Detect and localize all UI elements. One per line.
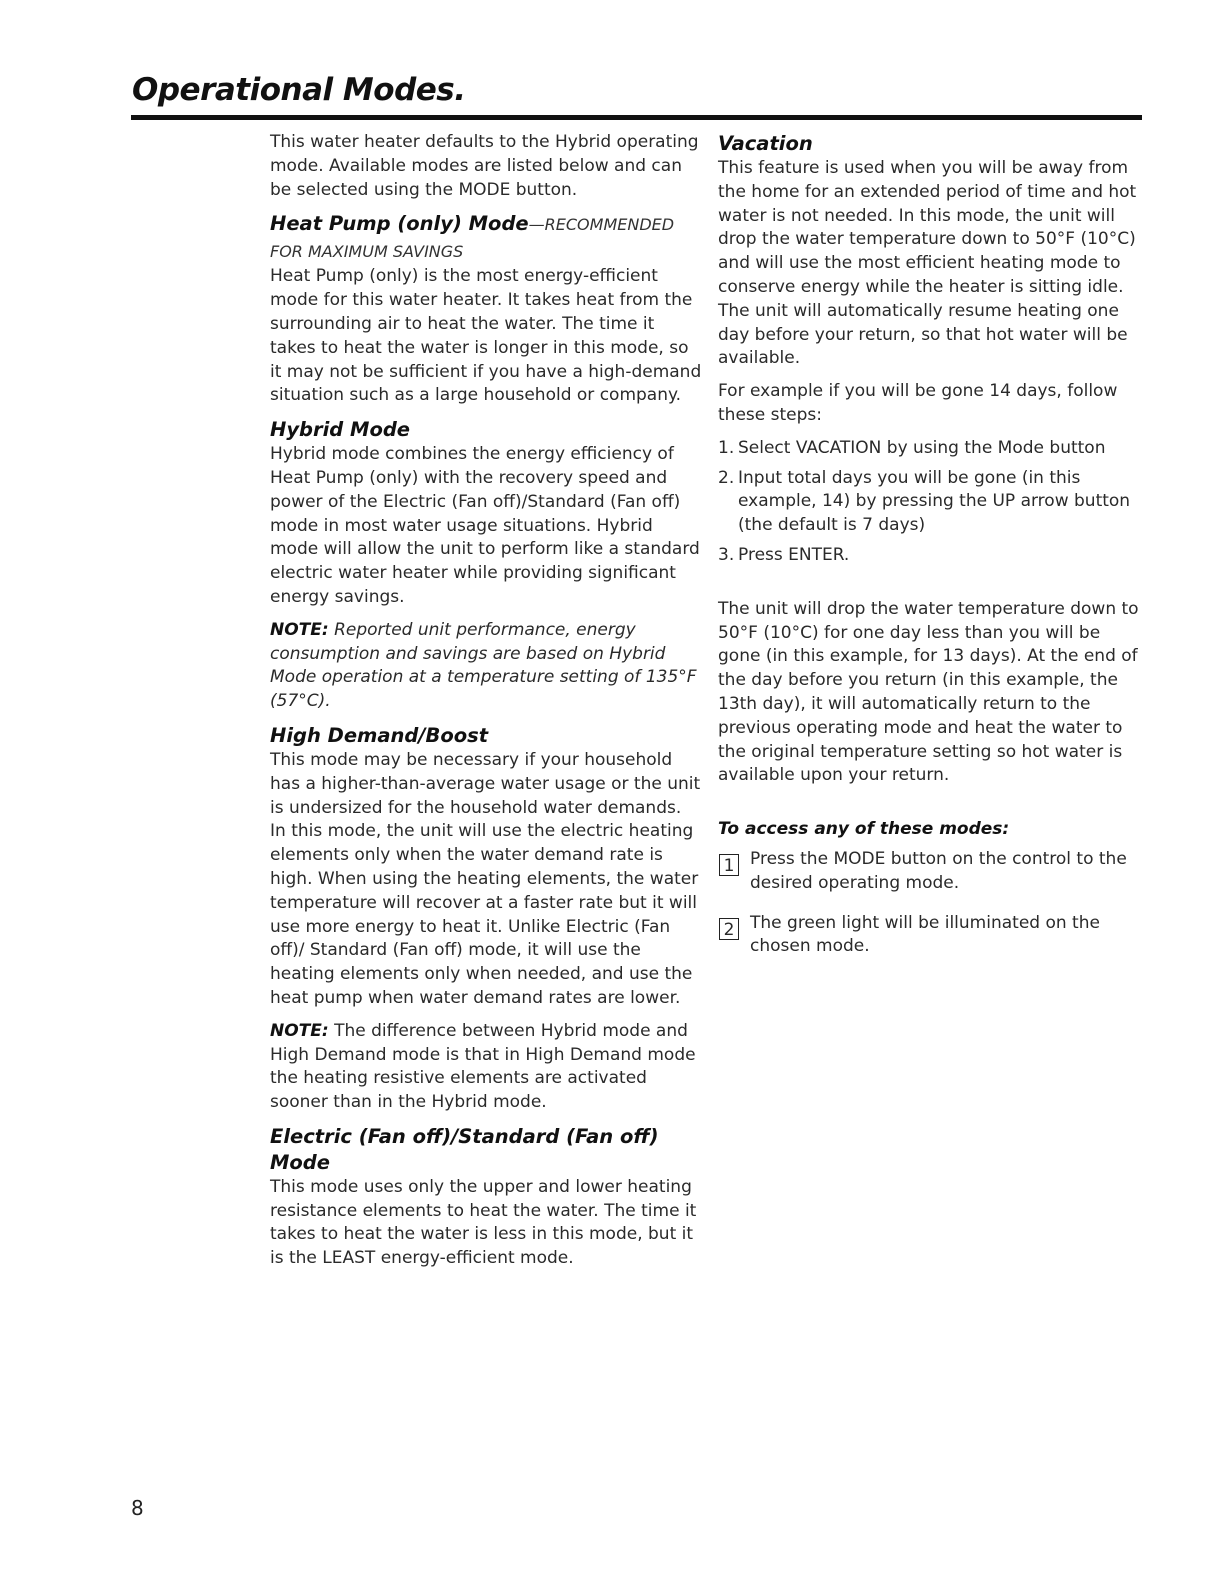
vacation-step (718, 467, 1146, 538)
electric-heading: Electric (Fan off)/Standard (Fan off) Mode (270, 1124, 659, 1174)
vacation-step (718, 544, 1146, 568)
vacation-step-text: Input total days you will be gone (in this example, 14) by pressing the UP arrow button (the default is 7 days) (738, 467, 1131, 536)
access-step (718, 912, 1146, 960)
step-number-box: 1 (719, 854, 739, 876)
heat-pump-body: Heat Pump (only) is the most energy-efficient mode for this water heater. It takes heat from the surrounding air to heat the water. The time it takes to heat the water is longer in this mode, so it may not be sufficient if you have a high-demand situation such as a large household or company. (270, 266, 702, 406)
vacation-step-number: 2. (718, 467, 735, 488)
vacation-result: The unit will drop the water temperature down to 50°F (10°C) for one day less than you will be gone (in this example, for 13 days). At the end of the day before you return (in this example, the 13th day), it will automatically return to the previous operating mode and heat the water to the original temperature setting so hot water is available upon your return. (718, 598, 1139, 786)
intro-paragraph: This water heater defaults to the Hybrid operating mode. Available modes are listed below and can be selected using the MODE button. (270, 132, 699, 200)
heat-pump-heading (270, 211, 702, 265)
access-step-text: The green light will be illuminated on the chosen mode. (750, 912, 1100, 957)
high-demand-heading: High Demand/Boost (270, 723, 489, 747)
hybrid-heading: Hybrid Mode (270, 418, 411, 442)
hybrid-body: Hybrid mode combines the energy efficiency of Heat Pump (only) with the recovery speed and power of the Electric (Fan off)/Standard (Fan off) mode in most water usage situations. Hybrid mode will allow the unit to perform like a standard electric water heater while providing significant energy savings. (270, 444, 700, 607)
page-title: Operational Modes. (132, 72, 466, 108)
vacation-heading: Vacation (718, 132, 813, 155)
vacation-body: This feature is used when you will be away from the home for an extended period of time and hot water is not needed. In this mode, the unit will drop the water temperature down to 50°F (10°C) and will use the most efficient heating mode to conserve energy while the heater is sitting idle. The unit will automatically resume heating one day before your return, so that hot water will be available. (718, 158, 1137, 369)
vacation-example-intro: For example if you will be gone 14 days, follow these steps: (718, 381, 1118, 425)
hybrid-note-text: Reported unit performance, energy consumption and savings are based on Hybrid Mode operation at a temperature setting of 135°F (57°C). (270, 619, 697, 712)
step-number-box: 2 (719, 918, 739, 940)
left-column (270, 131, 702, 1280)
title-rule (131, 115, 1142, 120)
high-demand-note-label: NOTE: (270, 1020, 329, 1041)
hybrid-note-label: NOTE: (270, 619, 329, 640)
vacation-step-number: 3. (718, 544, 735, 565)
high-demand-body: This mode may be necessary if your household has a higher-than-average water usage or the unit is undersized for the household water demands. In this mode, the unit will use the electric heating elements only when the water demand rate is high. When using the heating elements, the water temperature will recover at a faster rate but it will use more energy to heat it. Unlike Electric (Fan off)/ Standard (Fan off) mode, it will use the heating elements only when needed, and use the heat pump when water demand rates are lower. (270, 749, 701, 1008)
vacation-step (718, 437, 1146, 461)
vacation-step-number: 1. (718, 437, 735, 458)
hybrid-note (270, 619, 702, 714)
right-column (718, 131, 1146, 975)
page-number: 8 (131, 1496, 144, 1520)
high-demand-note-text: The difference between Hybrid mode and High Demand mode is that in High Demand mode the heating resistive elements are activated sooner than in the Hybrid mode. (270, 1020, 696, 1113)
access-step (718, 848, 1146, 896)
vacation-step-text: Press ENTER. (738, 544, 850, 565)
vacation-step-text: Select VACATION by using the Mode button (738, 437, 1106, 458)
heat-pump-heading-text: Heat Pump (only) Mode (270, 212, 529, 236)
vacation-steps (718, 437, 1146, 568)
access-heading: To access any of these modes: (718, 819, 1010, 840)
electric-body: This mode uses only the upper and lower heating resistance elements to heat the water. The time it takes to heat the water is less in this mode, but it is the LEAST energy-efficient mode. (270, 1176, 697, 1269)
access-step-text: Press the MODE button on the control to the desired operating mode. (750, 848, 1127, 893)
heat-pump-subheading: —RECOMMENDED FOR MAXIMUM SAVINGS (270, 215, 675, 262)
high-demand-note (270, 1020, 702, 1115)
